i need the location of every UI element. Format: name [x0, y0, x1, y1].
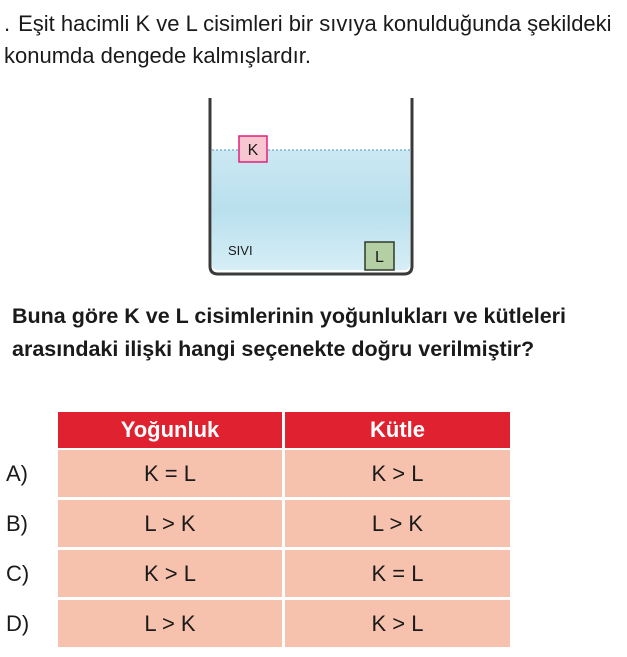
- header-mass: Kütle: [285, 412, 510, 448]
- question-number: .: [4, 11, 11, 36]
- option-row-a[interactable]: [0, 450, 627, 497]
- option-row-b[interactable]: [0, 500, 627, 547]
- density-cell: L > K: [58, 500, 282, 547]
- option-letter: A): [6, 460, 28, 486]
- density-cell: K > L: [58, 550, 282, 597]
- liquid-label: SIVI: [228, 243, 253, 258]
- object-k-label: K: [247, 142, 259, 159]
- mass-cell: K > L: [285, 450, 510, 497]
- header-density: Yoğunluk: [58, 412, 282, 448]
- question-prompt: Buna göre K ve L cisimlerinin yoğunlukları ve kütleleri arasındaki ilişki hangi seçenekte doğru verilmiştir?: [12, 304, 566, 361]
- density-cell: K = L: [58, 450, 282, 497]
- container-figure: [198, 92, 424, 282]
- question-intro: [4, 8, 619, 72]
- option-letter: C): [6, 560, 30, 586]
- mass-cell: L > K: [285, 500, 510, 547]
- question-intro-text: Eşit hacimli K ve L cisimleri bir sıvıya konulduğunda şekildeki konumda dengede kalmışlardır.: [4, 11, 612, 68]
- mass-cell: K > L: [285, 600, 510, 647]
- option-row-c[interactable]: [0, 550, 627, 597]
- mass-cell: K = L: [285, 550, 510, 597]
- object-l-label: L: [375, 249, 384, 266]
- option-row-d[interactable]: [0, 600, 627, 647]
- density-cell: L > K: [58, 600, 282, 647]
- option-letter: D): [6, 610, 30, 636]
- option-letter: B): [6, 510, 28, 536]
